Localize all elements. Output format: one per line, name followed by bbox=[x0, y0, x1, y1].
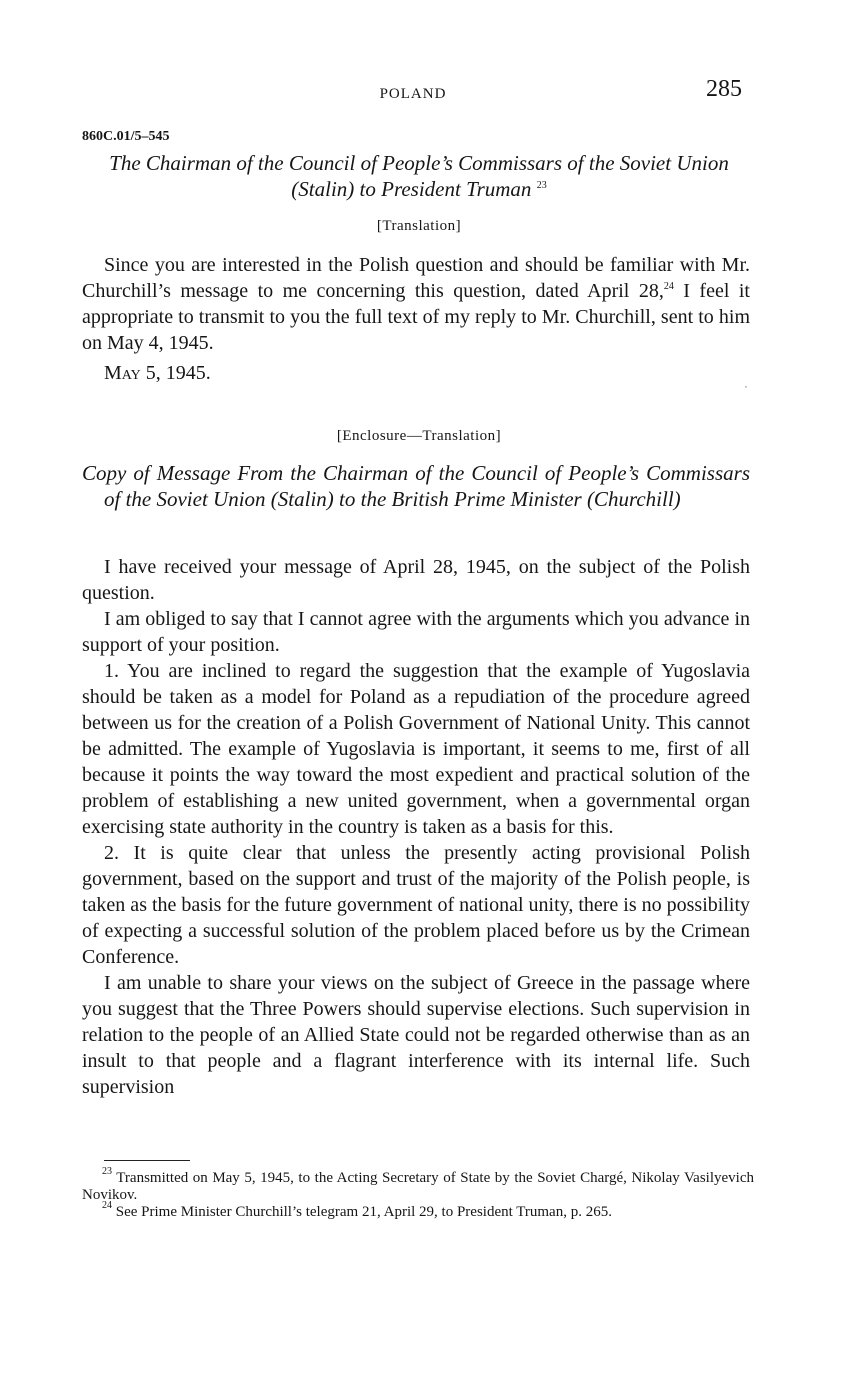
enclosure-body bbox=[82, 554, 750, 1100]
document-heading-text: The Chairman of the Council of People’s Commissars of the Soviet Union (Stalin) to President Truman bbox=[109, 151, 729, 201]
dateline bbox=[104, 362, 211, 385]
footnote-23 bbox=[82, 1166, 754, 1204]
margin-mark: , bbox=[745, 380, 747, 389]
enclosure-paragraph: 1. You are inclined to regard the suggestion that the example of Yugoslavia should be taken as a model for Poland as a repudiation of the procedure agreed between us for the creation of a Polish Government of National Unity. This cannot be admitted. The example of Yugoslavia is important, it seems to me, first of all because it points the way toward the most expedient and practical solution of the problem of establishing a new united government, when a governmental organ exercising state authority in the country is taken as a basis for this. bbox=[82, 660, 750, 838]
footnote-marker: 24 bbox=[102, 1200, 112, 1211]
footnote-ref-24: 24 bbox=[663, 281, 674, 292]
footnote-text: See Prime Minister Churchill’s telegram 21, April 29, to President Truman, p. 265. bbox=[115, 1204, 612, 1220]
covering-letter-paragraph bbox=[82, 252, 750, 356]
dateline-day-year: 5, 1945. bbox=[140, 362, 211, 384]
footnote-marker: 23 bbox=[102, 1166, 112, 1177]
enclosure-paragraph: I am unable to share your views on the subject of Greece in the passage where you suggest that the Three Powers should supervise elections. Such supervision in relation to the people of an Allied State could not be regarded otherwise than as an insult to that people and a flagrant interference with its internal life. Such supervision bbox=[82, 972, 750, 1098]
enclosure-paragraph: 2. It is quite clear that unless the presently acting provisional Polish government, based on the support and trust of the majority of the Polish people, is taken as the basis for the future government of national unity, there is no possibility of expecting a successful solution of the problem placed before us by the Crimean Conference. bbox=[82, 842, 750, 968]
covering-letter bbox=[82, 252, 750, 356]
footnote-24 bbox=[82, 1200, 754, 1221]
enclosure-label: [Enclosure—Translation] bbox=[336, 428, 502, 444]
document-heading bbox=[82, 150, 756, 202]
footnote-text: Transmitted on May 5, 1945, to the Acting Secretary of State by the Soviet Chargé, Nikolay Vasilyevich Novikov. bbox=[82, 1170, 754, 1203]
covering-letter-text-part-1: Since you are interested in the Polish question and should be familiar with Mr. Churchill’s message to me concerning this question, dated April 28, bbox=[82, 254, 750, 302]
footnote-divider bbox=[104, 1160, 190, 1161]
enclosure-heading: Copy of Message From the Chairman of the Council of People’s Commissars of the Soviet Union (Stalin) to the British Prime Minister (Churchill) bbox=[82, 461, 750, 511]
covering-letter-text-part-2: I feel it appropriate to transmit to you the full text of my reply to Mr. Churchill, sent to him on May 4, 1945. bbox=[82, 280, 750, 354]
footnotes bbox=[82, 1166, 754, 1221]
enclosure-paragraph: I am obliged to say that I cannot agree with the arguments which you advance in support of your position. bbox=[82, 608, 750, 656]
running-header-title: POLAND bbox=[379, 86, 447, 102]
page-number: 285 bbox=[706, 76, 742, 102]
file-number: 860C.01/5–545 bbox=[82, 129, 170, 144]
translation-note: [Translation] bbox=[376, 218, 462, 234]
dateline-month: May bbox=[104, 362, 141, 384]
enclosure-paragraph: I have received your message of April 28, 1945, on the subject of the Polish question. bbox=[82, 556, 750, 604]
footnote-ref-23: 23 bbox=[536, 180, 547, 191]
